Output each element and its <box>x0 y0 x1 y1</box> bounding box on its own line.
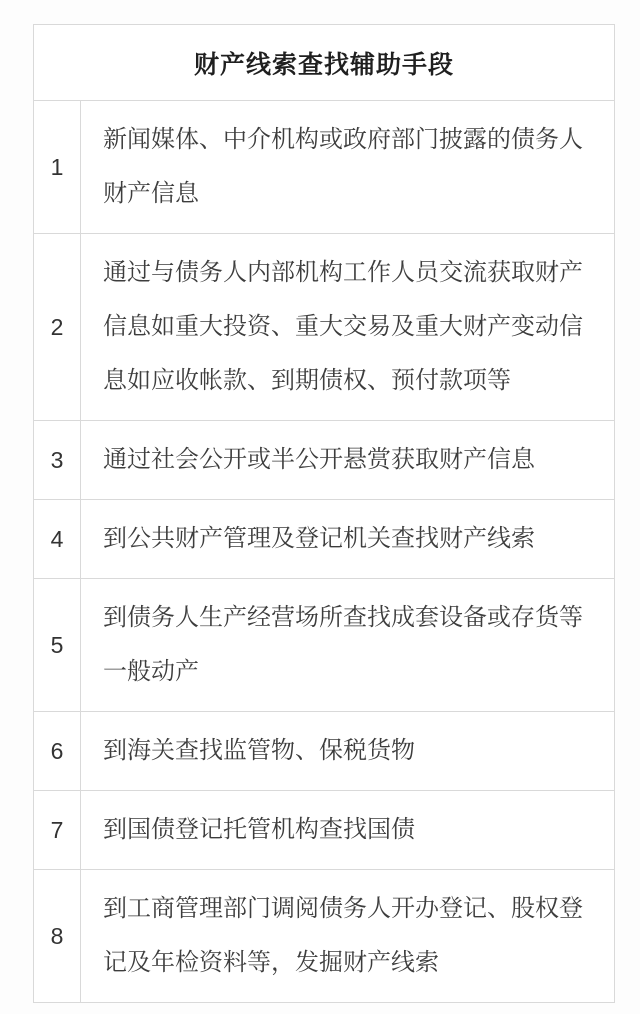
table-row <box>34 499 614 578</box>
table-row <box>34 100 614 233</box>
row-text: 到公共财产管理及登记机关查找财产线索 <box>103 525 535 552</box>
table-header-row <box>34 25 614 100</box>
property-clue-table <box>33 24 615 1003</box>
row-content-cell <box>81 234 614 420</box>
row-number: 8 <box>34 870 81 1002</box>
row-text: 到海关查找监管物、保税货物 <box>103 737 415 764</box>
row-content-cell <box>81 500 614 578</box>
row-content-cell <box>81 421 614 499</box>
table-row <box>34 578 614 711</box>
row-text: 到债务人生产经营场所查找成套设备或存货等一般动产 <box>103 604 583 685</box>
row-text: 新闻媒体、中介机构或政府部门披露的债务人财产信息 <box>103 126 583 207</box>
row-content-cell <box>81 579 614 711</box>
row-number: 2 <box>34 234 81 420</box>
table-row <box>34 790 614 869</box>
table-row <box>34 233 614 420</box>
row-number: 4 <box>34 500 81 578</box>
table-row <box>34 420 614 499</box>
row-number: 6 <box>34 712 81 790</box>
table-row <box>34 869 614 1002</box>
row-number: 5 <box>34 579 81 711</box>
row-content-cell <box>81 101 614 233</box>
row-text: 到国债登记托管机构查找国债 <box>103 816 415 843</box>
table-title: 财产线索查找辅助手段 <box>193 50 454 79</box>
row-number: 3 <box>34 421 81 499</box>
row-number: 1 <box>34 101 81 233</box>
table-row <box>34 711 614 790</box>
row-text: 通过与债务人内部机构工作人员交流获取财产信息如重大投资、重大交易及重大财产变动信息如应收帐款、到期债权、预付款项等 <box>103 259 583 394</box>
row-content-cell <box>81 791 614 869</box>
row-content-cell <box>81 712 614 790</box>
row-number: 7 <box>34 791 81 869</box>
row-text: 通过社会公开或半公开悬赏获取财产信息 <box>103 446 535 473</box>
row-content-cell <box>81 870 614 1002</box>
row-text: 到工商管理部门调阅债务人开办登记、股权登记及年检资料等，发掘财产线索 <box>103 895 583 976</box>
